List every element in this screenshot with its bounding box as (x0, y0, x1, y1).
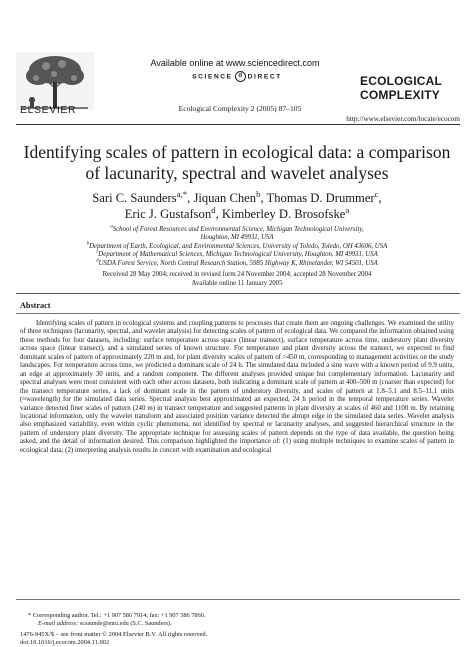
authors-line1 (20, 190, 454, 206)
authors-line2 (20, 206, 454, 222)
journal-name-line1: ECOLOGICAL (360, 74, 442, 88)
author-chen[interactable]: , Jiquan Chen (187, 191, 257, 205)
affiliation-text: USDA Forest Service, North Central Research Station, 5985 Highway K, Rhinelander, WI 54501, USA (98, 259, 378, 267)
journal-name (360, 74, 460, 102)
abstract-divider (16, 313, 460, 314)
footnote-divider (16, 599, 460, 600)
affiliation-text: Houghton, MI 49931, USA (200, 234, 274, 242)
abstract-text: Identifying scales of pattern in ecological systems and coupling patterns to processes that create them are ongoing challenges. We examined the utility of three techniques (lacunarity, spectral, and wavelet analysis) for detecting scales of pattern of ecological data. We compared the information obtained using these methods for four datasets, including: surface temperature across space (linear transect), surface temperature across time, understory plant diversity across space (linear transect), and a simulated series of known structure. For temperature and plant diversity across the transect, we expected to find dominant scales of pattern of approximately 220 m and, for plant diversity scales of pattern of >450 m, corresponding to management activities on the study landscapes. For temperature across time, we predicted a dominant scale of 24 h. The simulated data included a sine wave with a known period of 9.9 units, an edge at approximately 30 units, and a random component. The different analyses provided unique but complementary information. Lacunarity and spectral analyses were most consistent with each other across datasets, both indicating a dominant scale of pattern at 400–500 m (coarser than expected) for the transect temperature series, a lack of dominant scale in the pattern of understory diversity, and scales of pattern at 1.8–5.1 and 8.5–11.1 units (≈wavelength) for the simulated data series. Spectral analysis best approximated an expected, 24 h period in the temporal temperature series. Wavelet variance detected finer scales of pattern (240 m) in transect temperature and suggested patterns in plant diversity at scales of 460 and 1100 m. By retaining locational information, only the wavelet transform and associated position variance detected the abrupt edge in the simulated data series. Wavelet analysis also emphasized variability, even within cyclic phenomena, not identified by spectral or lacunarity analyses, and suggested hierarchical structure in the pattern of understory plant diversity. The appropriate technique for assessing scales of pattern depends on the type of data available, the question being asked, and the detail of information desired. This comparison highlighted the importance of: (1) using multiple techniques to examine scales of pattern in ecological data; (2) interpreting analysis results in concert with examination and ecological (20, 320, 454, 454)
author-sup: c (374, 188, 379, 199)
affiliation-text: Department of Mathematical Sciences, Michigan Technological University, Houghton, MI 49931, USA (98, 251, 378, 259)
author-list (20, 190, 454, 222)
sciencedirect-right: DIRECT (247, 73, 282, 81)
affiliation-line (20, 260, 454, 268)
article-title (20, 142, 454, 184)
affiliation-text: Department of Earth, Ecological, and Environmental Sciences, University of Toledo, Toledo, OH 43606, USA (89, 242, 388, 250)
affiliation-line (20, 243, 454, 251)
email-footnote (28, 620, 468, 628)
author-separator: , (378, 191, 382, 205)
online-date: Available online 11 January 2005 (191, 279, 283, 287)
sciencedirect-logo (172, 71, 302, 82)
corresponding-author-footnote (28, 612, 458, 620)
section-divider (16, 293, 460, 294)
affiliations (20, 226, 454, 268)
affiliation-sup: b (86, 241, 90, 247)
title-line1: Identifying scales of pattern in ecological data: a comparison (23, 142, 451, 162)
affiliation-sup: d (96, 258, 99, 264)
affiliation-sup: a (110, 224, 113, 230)
author-sup: a (345, 204, 350, 215)
available-online-notice: Available online at www.sciencedirect.com (150, 58, 320, 68)
doi-line[interactable]: doi:10.1016/j.ecocom.2004.11.002 (20, 639, 110, 646)
header-divider (16, 124, 460, 125)
footnote-text: Corresponding author. Tel.: +1 907 586 7914; fax: +1 907 586 7860. (32, 612, 206, 619)
affiliation-line (20, 234, 454, 242)
author-sup: d (211, 204, 216, 215)
article-dates (20, 271, 454, 289)
author-brosofske[interactable]: , Kimberley D. Brosofske (215, 207, 346, 221)
affiliation-line (20, 226, 454, 234)
journal-citation: Ecological Complexity 2 (2005) 87–105 (178, 104, 302, 113)
affiliation-line (20, 251, 454, 259)
author-gustafson[interactable]: Eric J. Gustafson (124, 207, 212, 221)
author-sup: a,* (176, 188, 188, 199)
author-saunders[interactable]: Sari C. Saunders (92, 191, 177, 205)
sciencedirect-left: SCIENCE (192, 73, 233, 81)
issn-line: 1476-945X/$ – see front matter © 2004 Elsevier B.V. All rights reserved. (20, 631, 208, 638)
journal-name-line2: COMPLEXITY (360, 88, 441, 102)
publisher-name: ELSEVIER (20, 104, 77, 116)
abstract-heading: Abstract (20, 301, 51, 310)
footnote-marker: * (28, 612, 32, 619)
affiliation-sup: c (96, 249, 99, 255)
journal-url[interactable]: http://www.elsevier.com/locate/ecocom (346, 115, 460, 123)
received-dates: Received 28 May 2004; received in revised form 24 November 2004; accepted 28 November 2004 (102, 271, 372, 278)
email-address[interactable]: scsaunde@mtu.edu (S.C. Saunders). (79, 620, 172, 627)
affiliation-text: School of Forest Resources and Environmental Science, Michigan Technological University, (112, 226, 364, 233)
email-label: E-mail address: (38, 620, 79, 627)
author-drummer[interactable]: , Thomas D. Drummer (260, 191, 375, 205)
author-sup: b (256, 188, 261, 199)
sciencedirect-at-icon: d (235, 71, 246, 82)
title-line2: of lacunarity, spectral and wavelet analyses (85, 163, 389, 183)
elsevier-tree-logo (16, 52, 94, 110)
